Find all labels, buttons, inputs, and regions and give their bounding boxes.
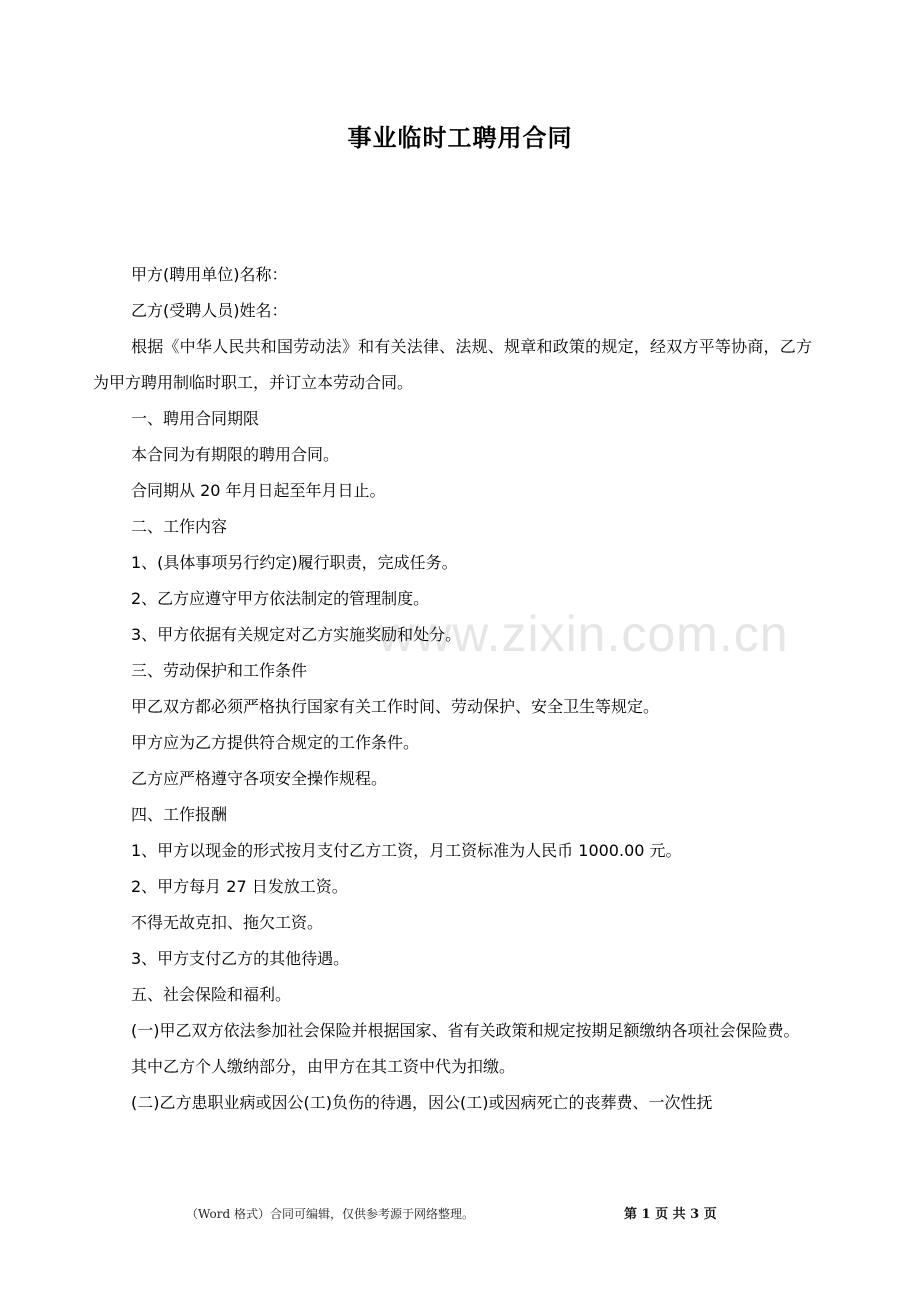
paragraph: 3、甲方支付乙方的其他待遇。: [131, 949, 350, 968]
paragraph: 2、甲方每月 27 日发放工资。: [131, 877, 348, 896]
section-heading: 二、工作内容: [131, 517, 228, 536]
paragraph: 2、乙方应遵守甲方依法制定的管理制度。: [131, 589, 430, 608]
section-heading: 一、聘用合同期限: [131, 409, 260, 428]
section-heading: 四、工作报酬: [131, 805, 228, 824]
page-number: 第 1 页 共 3 页: [624, 1207, 717, 1222]
section-heading: 五、社会保险和福利。: [131, 985, 292, 1004]
paragraph: 甲方应为乙方提供符合规定的工作条件。: [131, 733, 420, 752]
paragraph: (二)乙方患职业病或因公(工)负伤的待遇，因公(工)或因病死亡的丧葬费、一次性抚: [131, 1093, 713, 1112]
paragraph: 3、甲方依据有关规定对乙方实施奖励和处分。: [131, 625, 462, 644]
paragraph: 其中乙方个人缴纳部分，由甲方在其工资中代为扣缴。: [131, 1057, 516, 1076]
paragraph: 不得无故克扣、拖欠工资。: [131, 913, 324, 932]
paragraph: 乙方应严格遵守各项安全操作规程。: [131, 769, 388, 788]
watermark: www.zixin.com.cn: [378, 606, 789, 662]
paragraph: 本合同为有期限的聘用合同。: [131, 445, 340, 464]
paragraph: (一)甲乙双方依法参加社会保险并根据国家、省有关政策和规定按期足额缴纳各项社会保险费。: [131, 1021, 800, 1040]
paragraph: 乙方(受聘人员)姓名：: [131, 301, 288, 320]
paragraph: 合同期从 20 年月日起至年月日止。: [131, 481, 386, 500]
paragraph: 1、甲方以现金的形式按月支付乙方工资，月工资标准为人民币 1000.00 元。: [131, 841, 682, 860]
document-body: [93, 257, 812, 1121]
paragraph: 甲乙双方都必须严格执行国家有关工作时间、劳动保护、安全卫生等规定。: [131, 697, 660, 716]
paragraph: 根据《中华人民共和国劳动法》和有关法律、法规、规章和政策的规定，经双方平等协商，乙方为甲方聘用制临时职工，并订立本劳动合同。: [93, 337, 812, 392]
document-title: 事业临时工聘用合同: [347, 124, 573, 152]
paragraph: 甲方(聘用单位)名称：: [131, 265, 288, 284]
paragraph: 1、(具体事项另行约定)履行职责，完成任务。: [131, 553, 458, 572]
footer-note: （Word 格式）合同可编辑，仅供参考源于网络整理。: [186, 1207, 474, 1221]
section-heading: 三、劳动保护和工作条件: [131, 661, 308, 680]
